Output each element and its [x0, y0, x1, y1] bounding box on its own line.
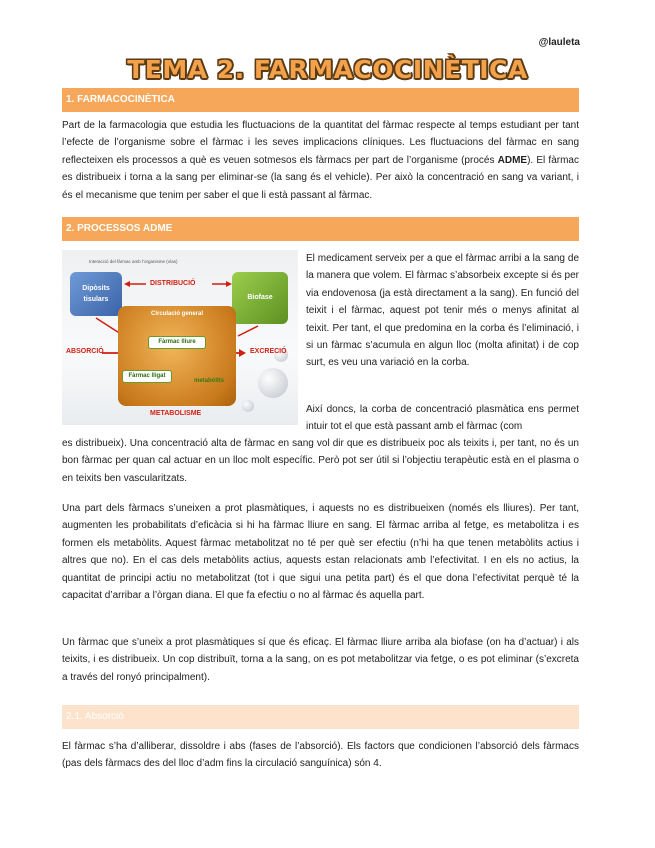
- metabolits-label: metabòlits: [194, 378, 225, 384]
- farmacocinetica-text-b: ). El fàrmac es distribueix i torna a la sang per eliminar-se (la sang és el vehicle). Per això la concentració en sang va variant, i és el mecanisme que tenim per saber el que li està passant al fàrmac.: [62, 154, 579, 201]
- circulacio-general-box: [118, 306, 236, 406]
- excrecio-label: EXCRECIÓ: [250, 348, 287, 355]
- circulacio-general-label: Circulació general: [150, 311, 204, 317]
- farmacocinetica-paragraph: [62, 117, 579, 204]
- section-heading-processos-adme: 2. PROCESSOS ADME: [62, 217, 579, 241]
- biofase-box: Biofase: [232, 272, 288, 324]
- free-drug-paragraph: Un fàrmac que s’uneix a prot plasmàtiques sí que és eficaç. El fàrmac lliure arriba ala biofase (on ha d’actuar) i als teixits, i es distribueix. Un cop distribuït, torna a la sang, on es pot metabolitzar via fetge, o es pot eliminar (s’excreta a través del ronyó principalment).: [62, 637, 579, 683]
- farmac-lligat-pill: Fàrmac lligat: [122, 370, 172, 383]
- arrowhead-distribucio-right: [226, 281, 232, 287]
- farmac-lliure-pill: Fàrmac lliure: [148, 336, 206, 349]
- adme-diagram: [62, 250, 298, 425]
- absorcio-paragraph: El fàrmac s’ha d’alliberar, dissoldre i abs (fases de l’absorció). Els factors que condicionen l’absorció dels fàrmacs (pas dels fàrmacs des del lloc d’adm fins la circulació sanguínica) són 4.: [62, 741, 579, 770]
- plasma-curve-paragraph-end: es distribueix). Una concentració alta de fàrmac en sang vol dir que es distribueix poc als teixits i, per tant, no és un bon fàrmac per quan cal actuar en un lloc molt específic. Però pot ser útil si l’objectiu terapèutic està en el plasma o en teixits ben vascularitzats.: [62, 438, 579, 484]
- absorcio-label: ABSORCIÓ: [66, 348, 104, 355]
- arrow-biofase-down: [238, 326, 258, 336]
- metabolisme-label: METABOLISME: [150, 410, 202, 417]
- arrowhead-excrecio: [239, 349, 246, 357]
- farmacocinetica-text-a: Part de la farmacologia que estudia les fluctuacions de la quantitat del fàrmac respecte al temps estudiant per tant l’efecte de l’organisme sobre el fàrmac i les seves implicacions clíniques. Les fluctuacions del fàrmac en sang reflecteixen els processos a què es veuen sotmesos els fàrmacs per part de l’organisme (procés: [62, 120, 579, 166]
- adme-term: ADME: [497, 154, 528, 166]
- diposits-tisulars-box: Dipòsits tisulars: [70, 272, 122, 316]
- subsection-heading-absorcio: 2.1. Absorció: [62, 705, 579, 729]
- title-container: [0, 56, 655, 84]
- distribucio-label: DISTRIBUCIÓ: [150, 280, 196, 287]
- section-heading-farmacocinetica: 1. FARMACOCINÈTICA: [62, 88, 579, 112]
- plasma-curve-paragraph-start: Així doncs, la corba de concentració plasmàtica ens permet intuir tot el que està passant amb el fàrmac (com: [306, 404, 579, 433]
- diagram-caption: Interacció del fàrmac amb l’organisme (vías): [89, 259, 178, 264]
- adme-intro-paragraph: El medicament serveix per a que el fàrmac arribi a la sang de la manera que volem. El fàrmac s’absorbeix excepte si és per via endovenosa (ja està directament a la sang). En funció del teixit i el fàrmac, aquest pot tenir més o menys afinitat al teixit. Per tant, el que predomina en la corba és l’eliminació, i si un fàrmac s’acumula en algun lloc (molta afinitat) i de cop surt, es veu una variació en la corba.: [306, 253, 579, 369]
- author-handle: @lauleta: [538, 37, 580, 48]
- plasma-proteins-paragraph: Una part dels fàrmacs s’uneixen a prot plasmàtiques, i aquests no es distribueixen (només els lliures). Per tant, augmenten les probabilitats d’eficàcia si hi ha fàrmac lliure en sang. El fàrmac arriba al fetge, es metabolitza i es formen els metabòlits. Aquest fàrmac metabolitzat no té per què ser efectiu (n’hi ha que tenen metabòlits actius i altres que no). En el cas dels metabòlits actius, aquests estan relacionats amb l’efectivitat. I en els no actius, la quantitat de principi actiu no metabolitzat (tot i que sigui una petita part) és el que dona l’efectivitat perquè té la capacitat d’arribar a l’òrgan diana. El que fa efectiu o no al fàrmac és aquella part.: [62, 503, 579, 602]
- arrowhead-distribucio-left: [124, 281, 130, 287]
- page-title: TEMA 2. FARMACOCINÈTICA: [127, 55, 528, 84]
